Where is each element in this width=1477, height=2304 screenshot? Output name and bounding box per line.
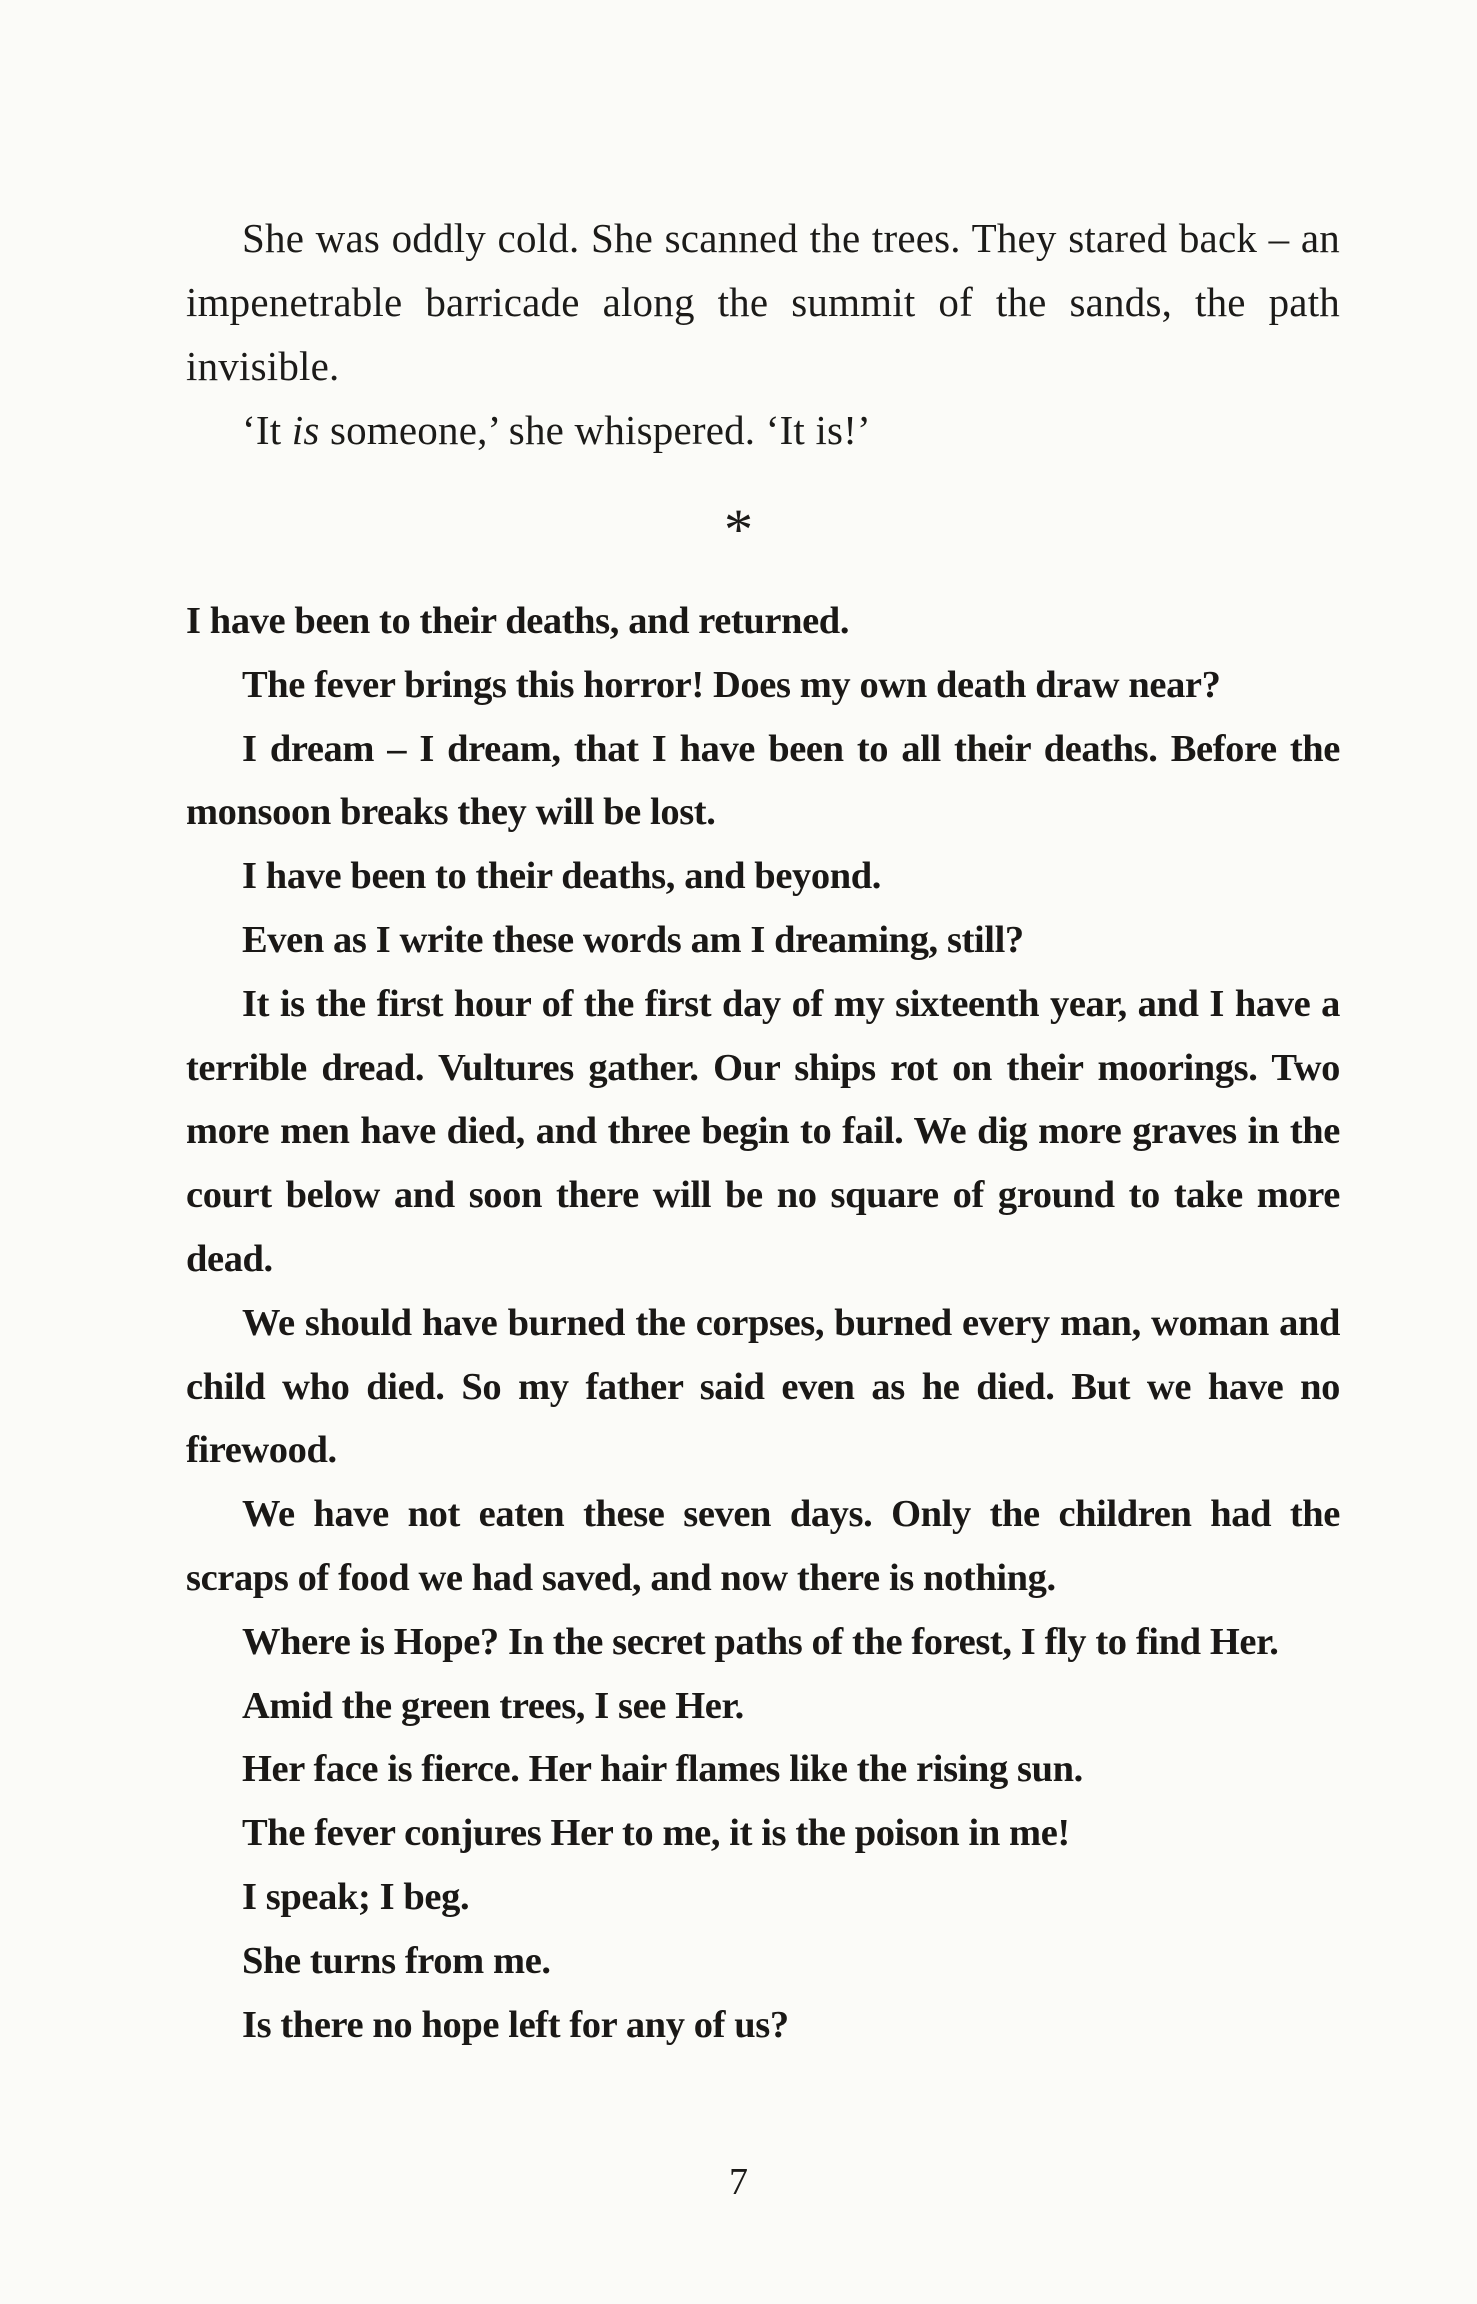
paragraph: She was oddly cold. She scanned the trees. They stared back – an impenetrable barricade along the summit of the sands, the path invisible. [186,215,1340,389]
diary-paragraph: Her face is fierce. Her hair flames like the rising sun. [242,1748,1083,1791]
diary-paragraph: I have been to their deaths, and beyond. [242,855,881,898]
diary-paragraph: Even as I write these words am I dreaming, still? [242,918,1024,961]
diary-paragraph: She turns from me. [242,1939,551,1982]
diary-paragraph: It is the first hour of the first day of my sixteenth year, and I have a terrible dread. Vultures gather. Our ships rot on their moorings. Two more men have died, and three begin to fail. We dig more graves in the court below and soon there will be no square of ground to take more dead. [186,982,1340,1280]
diary-paragraph: Where is Hope? In the secret paths of the forest, I fly to find Her. [242,1620,1279,1663]
diary-paragraph: The fever conjures Her to me, it is the poison in me! [242,1812,1070,1855]
diary-paragraph: We have not eaten these seven days. Only the children had the scraps of food we had saved, and now there is nothing. [186,1493,1340,1599]
narrative-section [186,206,1340,462]
dialogue-text: ‘It [242,407,292,453]
dialogue-paragraph [186,398,1340,462]
diary-paragraph: I speak; I beg. [242,1875,470,1918]
section-break-asterisk: * [724,497,753,562]
page-number: 7 [729,2161,748,2203]
diary-paragraph: I dream – I dream, that I have been to all their deaths. Before the monsoon breaks they will be lost. [186,727,1340,834]
diary-paragraph: Is there no hope left for any of us? [242,2003,789,2046]
dialogue-text: someone,’ she whispered. ‘It is!’ [319,407,871,453]
diary-section [186,590,1340,2057]
diary-paragraph: I have been to their deaths, and returned. [186,600,850,642]
emphasis-text: is [291,407,320,453]
diary-paragraph: The fever brings this horror! Does my own death draw near? [242,663,1221,706]
diary-paragraph: We should have burned the corpses, burned every man, woman and child who died. So my father said even as he died. But we have no firewood. [186,1301,1340,1472]
diary-paragraph: Amid the green trees, I see Her. [242,1684,744,1727]
